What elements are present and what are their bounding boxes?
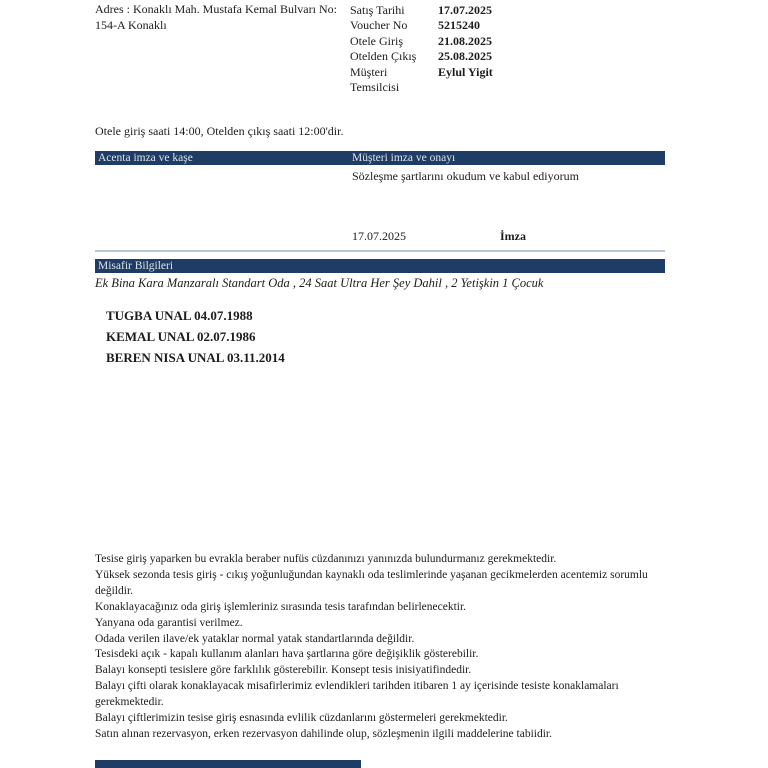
- guest-section-header: Misafir Bilgileri: [98, 260, 174, 272]
- term-item: Konaklayacağınız oda giriş işlemleriniz sırasında tesis tarafından belirlenecektir.: [95, 600, 467, 613]
- info-label: Voucher No: [350, 18, 408, 33]
- signature-section-bar: [95, 151, 665, 165]
- info-row-check-out: [350, 49, 650, 64]
- section-divider: [95, 250, 665, 252]
- info-value: 5215240: [438, 18, 480, 33]
- guest-list: [106, 305, 285, 368]
- info-label: Satış Tarihi: [350, 3, 405, 17]
- term-item: Balayı konsepti tesislere göre farklılık gösterebilir. Konsept tesis inisiyatifindedir.: [95, 664, 472, 677]
- info-label: Otele Giriş: [350, 33, 403, 48]
- guest-name: BEREN NISA UNAL 03.11.2014: [106, 350, 285, 365]
- reservation-info-table: [350, 3, 650, 95]
- info-row-representative: [350, 65, 650, 96]
- room-package-summary: Ek Bina Kara Manzaralı Standart Oda , 24 Saat Ultra Her Şey Dahil , 2 Yetişkin 1 Çocuk: [95, 276, 544, 290]
- term-item: Satın alınan rezervasyon, erken rezervasyon dahilinde olup, sözleşmenin ilgili maddelerine tabiidir.: [95, 727, 552, 740]
- info-value: 25.08.2025: [438, 49, 492, 64]
- term-item: Odada verilen ilave/ek yataklar normal yatak standartlarında değildir.: [95, 632, 415, 645]
- info-value: 17.07.2025: [438, 3, 492, 17]
- agency-address-line1: Adres : Konaklı Mah. Mustafa Kemal Bulvarı No:: [95, 2, 337, 16]
- guest-section-bar: [95, 259, 665, 273]
- term-item: Balayı çiftlerimizin tesise giriş esnasında evlilik cüzdanlarını göstermeleri gerekmektedir.: [95, 712, 508, 725]
- info-row-sale-date: [350, 3, 650, 18]
- info-row-check-in: [350, 34, 650, 49]
- agency-address: [95, 1, 353, 33]
- terms-and-conditions: [95, 552, 670, 743]
- agency-address-line2: 154-A Konaklı: [95, 18, 167, 32]
- guest-name: TUGBA UNAL 04.07.1988: [106, 308, 253, 323]
- consent-statement: Sözleşme şartlarını okudum ve kabul ediyorum: [352, 169, 579, 183]
- guest-name: KEMAL UNAL 02.07.1986: [106, 329, 256, 344]
- term-item: Tesise giriş yaparken bu evrakla beraber nufüs cüzdanınızı yanınızda bulundurmanız gerekmektedir.: [95, 553, 557, 565]
- info-row-voucher-no: [350, 18, 650, 33]
- signature-date: 17.07.2025: [352, 229, 406, 243]
- term-item: Balayı çifti olarak konaklayacak misafirlerimiz evlendikleri tarihden itibaren 1 ay içerisinde tesiste konaklamaları gerekmektedir.: [95, 680, 619, 709]
- term-item: Yüksek sezonda tesis giriş - cıkış yoğunluğundan kaynaklı oda teslimlerinde yaşanan gecikmelerden acentemiz sorumlu değildir.: [95, 568, 648, 597]
- check-times-note: Otele giriş saati 14:00, Otelden çıkış saati 12:00'dir.: [95, 124, 344, 138]
- info-value: 21.08.2025: [438, 33, 492, 48]
- info-label: Müşteri Temsilcisi: [350, 64, 400, 95]
- signature-label: İmza: [500, 229, 526, 243]
- term-item: Tesisdeki açık - kapalı kullanım alanları hava şartlarına göre değişiklik gösterebilir.: [95, 648, 479, 661]
- term-item: Yanyana oda garantisi verilmez.: [95, 616, 243, 629]
- agency-signature-header: Acenta imza ve kaşe: [98, 152, 193, 164]
- partial-next-section-bar: [95, 760, 361, 768]
- info-value: Eylul Yigit: [438, 64, 493, 79]
- info-label: Otelden Çıkış: [350, 49, 417, 64]
- customer-signature-header: Müşteri imza ve onayı: [352, 152, 456, 164]
